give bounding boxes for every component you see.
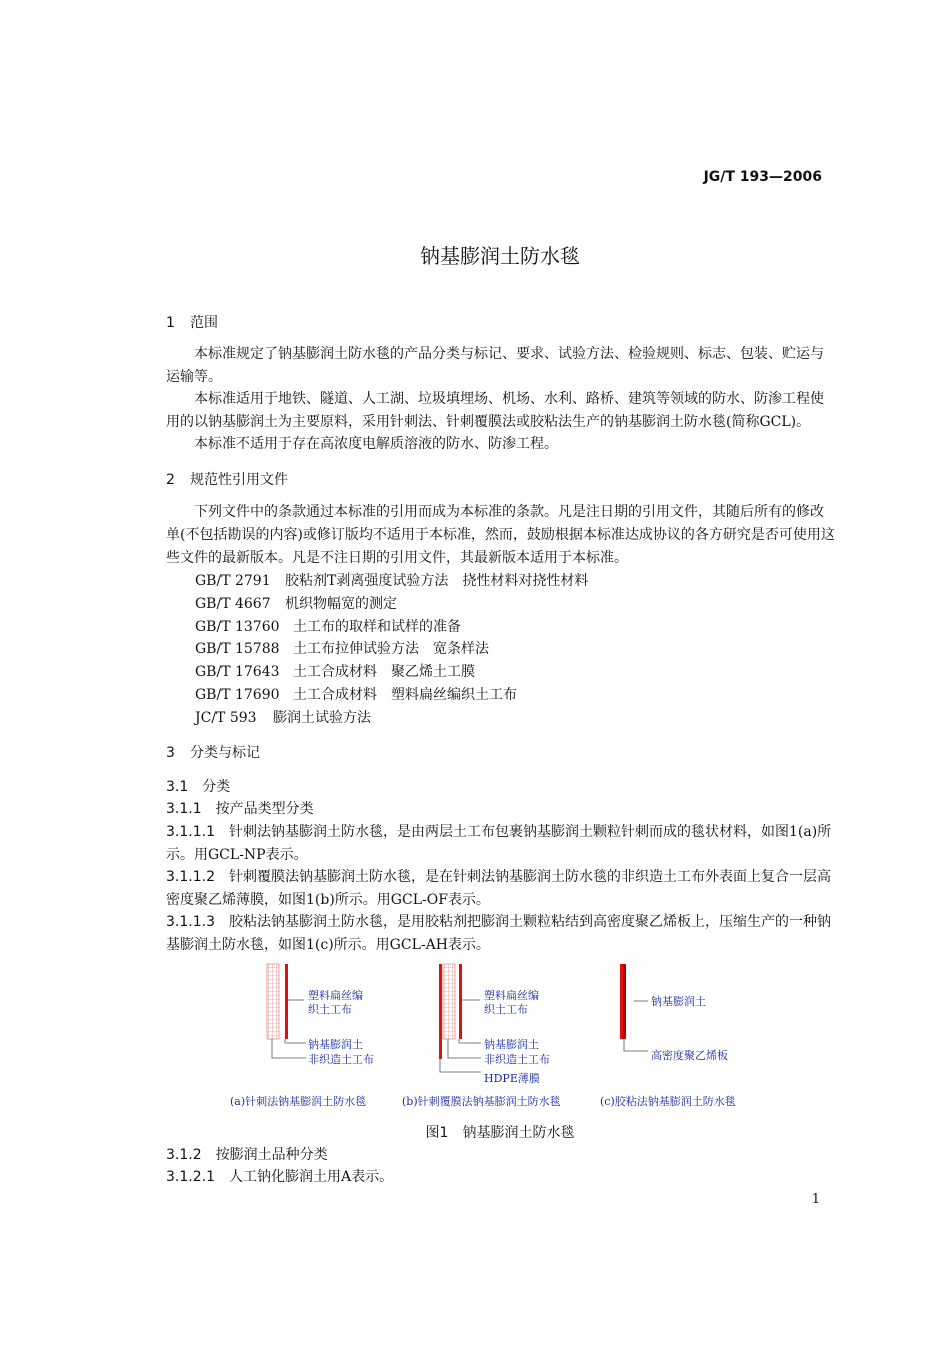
reference-code: GB/T 17690 — [195, 687, 280, 703]
label-hdpe-board: 高密度聚乙烯板 — [651, 1049, 728, 1062]
clause-3-1-2-1 — [166, 1166, 393, 1186]
clause-number: 3.1.1.2 — [166, 869, 215, 885]
bentonite-layer — [459, 964, 462, 1039]
clause-3-1-2 — [166, 1144, 328, 1164]
section-title: 范围 — [190, 315, 218, 331]
label-bentonite: 钠基膨润土 — [308, 1038, 363, 1051]
section-1-paragraph-3: 本标准不适用于存在高浓度电解质溶液的防水、防渗工程。 — [194, 436, 558, 452]
clause-3-1-1-2 — [166, 866, 836, 912]
leader-line — [459, 1039, 481, 1043]
clause-number: 3.1.1.1 — [166, 824, 215, 840]
section-2-heading — [166, 469, 288, 489]
clause-number: 3.1.2 — [166, 1147, 202, 1163]
leader-line — [448, 1039, 481, 1058]
clause-3-1-1 — [166, 798, 314, 818]
woven-geotextile-layer — [267, 964, 279, 1039]
clause-text: 针刺法钠基膨润土防水毯，是由两层土工布包裹钠基膨润土颗粒针刺而成的毯状材料，如图1(a)所示。用GCL-NP表示。 — [166, 824, 832, 863]
reference-code: GB/T 4667 — [195, 596, 271, 612]
reference-title: 胶粘剂T剥离强度试验方法 挠性材料对挠性材料 — [285, 573, 589, 589]
figure-b-diagram — [439, 964, 550, 1085]
section-1-paragraph-2: 本标准适用于地铁、隧道、人工湖、垃圾填埋场、机场、水利、路桥、建筑等领域的防水、防渗工程使用的以钠基膨润土为主要原料，采用针刺法、针刺覆膜法或胶粘法生产的钠基膨润土防水毯(简称GCL)。 — [166, 391, 824, 430]
reference-title: 膨润土试验方法 — [273, 710, 371, 726]
section-title: 规范性引用文件 — [190, 472, 288, 488]
label-bentonite: 钠基膨润土 — [651, 995, 706, 1008]
reference-item — [195, 707, 371, 727]
leader-line — [272, 1039, 306, 1058]
clause-number: 3.1 — [166, 779, 189, 795]
reference-code: GB/T 17643 — [195, 664, 280, 680]
label-woven-1: 塑料扁丝编 — [484, 989, 539, 1002]
caption-b: (b)针刺覆膜法钠基膨润土防水毯 — [402, 1095, 561, 1108]
hdpe-board-layer — [623, 964, 626, 1039]
hdpe-film-layer — [439, 964, 442, 1059]
caption-c: (c)胶粘法钠基膨润土防水毯 — [600, 1095, 736, 1108]
label-woven-2: 织土工布 — [308, 1003, 352, 1016]
reference-item — [195, 638, 489, 658]
label-woven-2: 织土工布 — [484, 1003, 528, 1016]
clause-number: 3.1.1.3 — [166, 914, 215, 930]
label-nonwoven: 非织造土工布 — [308, 1053, 374, 1066]
clause-title: 分类 — [202, 779, 231, 795]
label-nonwoven: 非织造土工布 — [484, 1053, 550, 1066]
section-number: 2 — [166, 472, 175, 488]
leader-line — [440, 1059, 481, 1072]
reference-item — [195, 684, 517, 704]
reference-title: 土工布拉伸试验方法 宽条样法 — [293, 641, 489, 657]
page-number: 1 — [811, 1192, 820, 1207]
reference-title: 土工合成材料 聚乙烯土工膜 — [293, 664, 475, 680]
clause-number: 3.1.1 — [166, 801, 202, 817]
document-title: 钠基膨润土防水毯 — [420, 244, 580, 268]
reference-code: JC/T 593 — [195, 710, 257, 726]
section-number: 3 — [166, 745, 175, 761]
reference-title: 机织物幅宽的测定 — [285, 596, 397, 612]
clause-3-1-1-1 — [166, 821, 836, 867]
section-3-heading — [166, 742, 260, 762]
caption-a: (a)针刺法钠基膨润土防水毯 — [230, 1095, 367, 1108]
bentonite-layer — [620, 964, 623, 1039]
clause-3-1 — [166, 776, 230, 796]
leader-line — [285, 1039, 306, 1043]
clause-text: 胶粘法钠基膨润土防水毯，是用胶粘剂把膨润土颗粒粘结到高密度聚乙烯板上，压缩生产的一种钠基膨润土防水毯，如图1(c)所示。用GCL-AH表示。 — [166, 914, 831, 953]
reference-title: 土工合成材料 塑料扁丝编织土工布 — [293, 687, 517, 703]
section-1-paragraph-1: 本标准规定了钠基膨润土防水毯的产品分类与标记、要求、试验方法、检验规则、标志、包装、贮运与运输等。 — [166, 346, 824, 385]
leader-line — [624, 1039, 648, 1051]
reference-code: GB/T 13760 — [195, 619, 280, 635]
reference-item — [195, 593, 397, 613]
figure-1-caption: 图1 钠基膨润土防水毯 — [425, 1125, 575, 1141]
section-number: 1 — [166, 315, 175, 331]
section-2-paragraph: 下列文件中的条款通过本标准的引用而成为本标准的条款。凡是注日期的引用文件，其随后所有的修改单(不包括勘误的内容)或修订版均不适用于本标准，然而，鼓励根据本标准达成协议的各方研究是否可使用这些文件的最新版本。凡是不注日期的引用文件，其最新版本适用于本标准。 — [166, 504, 835, 566]
section-title: 分类与标记 — [190, 745, 260, 761]
section-1-heading — [166, 312, 218, 332]
clause-3-1-1-3 — [166, 911, 836, 957]
figure-1-diagram — [0, 955, 950, 1120]
label-bentonite: 钠基膨润土 — [484, 1038, 539, 1051]
reference-item — [195, 570, 588, 590]
standard-code: JG/T 193—2006 — [703, 169, 822, 185]
clause-title: 按产品类型分类 — [215, 801, 314, 817]
label-woven-1: 塑料扁丝编 — [308, 989, 363, 1002]
woven-geotextile-layer — [443, 964, 455, 1039]
clause-text: 人工钠化膨润土用A表示。 — [228, 1169, 394, 1185]
clause-title: 按膨润土品种分类 — [215, 1147, 328, 1163]
figure-a-diagram — [267, 964, 374, 1066]
label-hdpe-film: HDPE薄膜 — [484, 1072, 540, 1085]
reference-code: GB/T 15788 — [195, 641, 280, 657]
bentonite-layer — [285, 964, 288, 1039]
reference-item — [195, 616, 461, 636]
figure-c-diagram — [620, 964, 728, 1062]
reference-item — [195, 661, 475, 681]
reference-title: 土工布的取样和试样的准备 — [293, 619, 461, 635]
reference-code: GB/T 2791 — [195, 573, 271, 589]
clause-text: 针刺覆膜法钠基膨润土防水毯，是在针刺法钠基膨润土防水毯的非织造土工布外表面上复合一层高密度聚乙烯薄膜，如图1(b)所示。用GCL-OF表示。 — [166, 869, 831, 908]
clause-number: 3.1.2.1 — [166, 1169, 215, 1185]
